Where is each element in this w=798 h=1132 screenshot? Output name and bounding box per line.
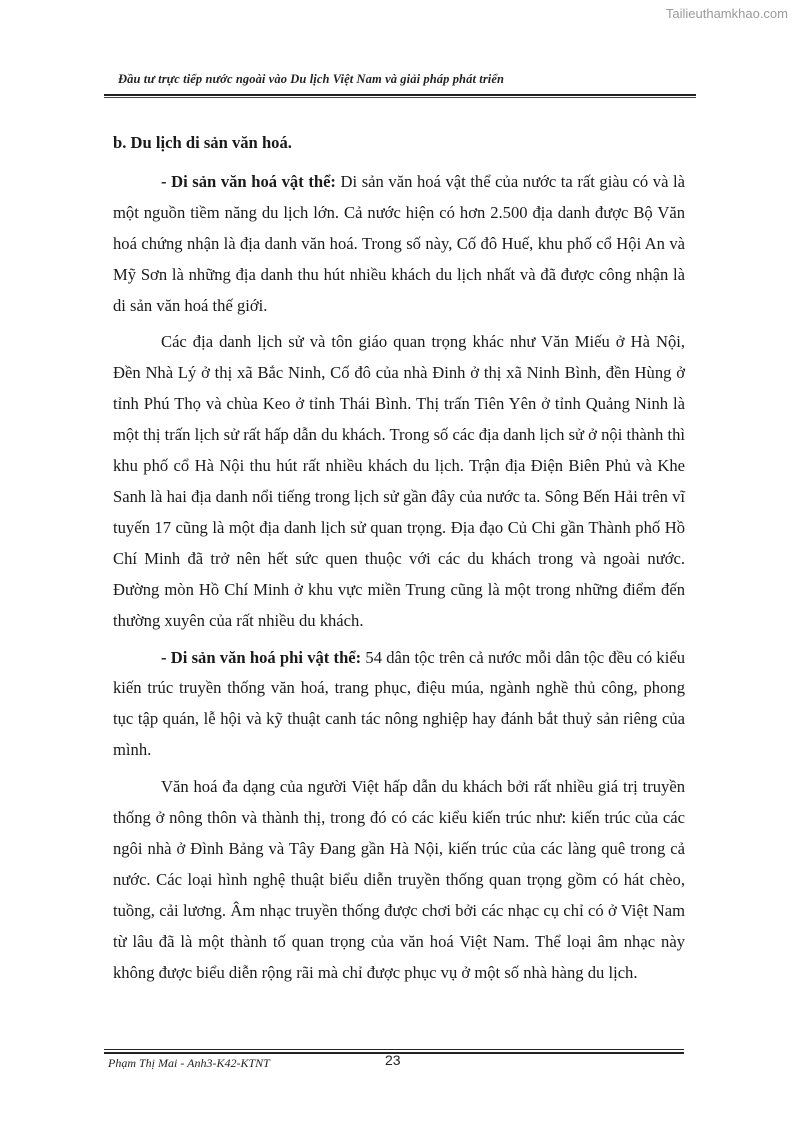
paragraph-lead: - Di sản văn hoá vật thể: [161,171,336,191]
page-number: 23 [385,1052,401,1068]
running-header-title: Đầu tư trực tiếp nước ngoài vào Du lịch Việt Nam và giải pháp phát triển [118,72,505,86]
footer-rule-thin [104,1049,684,1050]
paragraph [113,643,685,767]
footer-author: Phạm Thị Mai - Anh3-K42-KTNT [108,1056,270,1070]
paragraph [113,167,685,322]
paragraph-text: Di sản văn hoá vật thể của nước ta rất giàu có và là một nguồn tiềm năng du lịch lớn. Cả nước hiện có hơn 2.500 địa danh được Bộ Văn hoá chứng nhận là địa danh văn hoá. Trong số này, Cố đô Huế, khu phố cổ Hội An và Mỹ Sơn là những địa danh thu hút nhiều khách du lịch nhất và đã được công nhận là di sản văn hoá thế giới. [113,171,685,315]
paragraph-text: 54 dân tộc trên cả nước mỗi dân tộc đều có kiểu kiến trúc truyền thống văn hoá, trang phục, điệu múa, ngành nghề thủ công, phong tục tập quán, lễ hội và kỹ thuật canh tác nông nghiệp hay đánh bắt thuỷ sản riêng của mình. [113,647,685,760]
paragraph [113,772,685,988]
section-heading: b. Du lịch di sản văn hoá. [113,133,292,152]
header-rule-thin [104,97,696,98]
header-rule [104,94,696,96]
paragraph [113,327,685,636]
paragraph-text: Văn hoá đa dạng của người Việt hấp dẫn du khách bởi rất nhiều giá trị truyền thống ở nông thôn và thành thị, trong đó có các kiểu kiến trúc như: kiến trúc của các ngôi nhà ở Đình Bảng và Tây Đang gần Hà Nội, kiến trúc của các làng quê trong cả nước. Các loại hình nghệ thuật biểu diễn truyền thống quan trọng gồm có hát chèo, tuồng, cải lương. Âm nhạc truyền thống được chơi bởi các nhạc cụ chỉ có ở Việt Nam từ lâu đã là một thành tố quan trọng của văn hoá Việt Nam. Thể loại âm nhạc này không được biểu diễn rộng rãi mà chỉ được phục vụ ở một số nhà hàng du lịch. [113,777,685,982]
paragraph-lead: - Di sản văn hoá phi vật thể: [161,647,362,667]
document-body [113,128,685,988]
watermark: Tailieuthamkhao.com [665,6,788,21]
paragraph-text: Các địa danh lịch sử và tôn giáo quan trọng khác như Văn Miếu ở Hà Nội, Đền Nhà Lý ở thị xã Bắc Ninh, Cố đô của nhà Đinh ở thị xã Ninh Bình, đền Hùng ở tỉnh Phú Thọ và chùa Keo ở tỉnh Thái Bình. Thị trấn Tiên Yên ở tỉnh Quảng Ninh là một thị trấn lịch sử rất hấp dẫn du khách. Trong số các địa danh lịch sử ở nội thành thì khu phố cổ Hà Nội thu hút rất nhiều khách du lịch. Trận địa Điện Biên Phủ và Khe Sanh là hai địa danh nổi tiếng trong lịch sử gần đây của nước ta. Sông Bến Hải trên vĩ tuyến 17 cũng là một địa danh lịch sử quan trọng. Địa đạo Củ Chi gần Thành phố Hồ Chí Minh đã trở nên hết sức quen thuộc với các du khách trong và ngoài nước. Đường mòn Hồ Chí Minh ở khu vực miền Trung cũng là một trong những điểm đến thường xuyên của rất nhiều du khách. [113,332,685,630]
